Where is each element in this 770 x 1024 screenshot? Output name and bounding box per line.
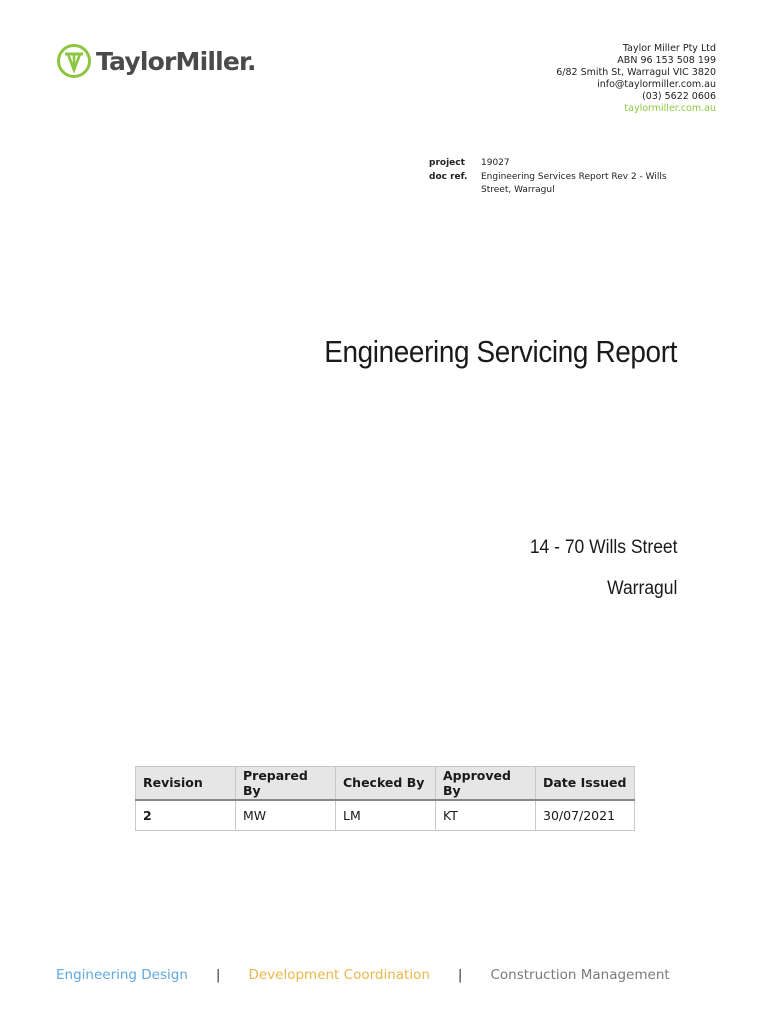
company-details: [556, 43, 716, 115]
footer-separator: |: [215, 967, 221, 983]
header-date-issued: Date Issued: [536, 767, 635, 800]
cell-prepared-by: MW: [236, 800, 336, 831]
header-checked-by: Checked By: [336, 767, 436, 800]
tm-monogram-icon: [56, 43, 92, 79]
revision-table: [135, 766, 635, 831]
logo-wordmark: TaylorMiller.: [96, 46, 256, 76]
company-name: Taylor Miller Pty Ltd: [622, 43, 716, 54]
meta-project-value: 19027: [481, 158, 510, 168]
company-address: 6/82 Smith St, Warragul VIC 3820: [556, 67, 716, 78]
table-row: [136, 800, 635, 831]
report-title: Engineering Servicing Report: [324, 334, 677, 369]
document-meta: [429, 157, 681, 198]
meta-docref-row: [429, 171, 681, 198]
company-phone: (03) 5622 0606: [642, 91, 716, 102]
meta-project-row: [429, 157, 681, 171]
cell-revision: 2: [136, 800, 236, 831]
header-approved-by: Approved By: [436, 767, 536, 800]
company-email[interactable]: info@taylormiller.com.au: [597, 79, 716, 90]
footer-services: [56, 967, 696, 983]
company-logo: [56, 42, 256, 80]
header-prepared-by: Prepared By: [236, 767, 336, 800]
meta-project-label: project: [429, 158, 465, 168]
footer-development-coordination: Development Coordination: [248, 967, 430, 983]
footer-engineering-design: Engineering Design: [56, 967, 188, 983]
footer-separator: |: [457, 967, 463, 983]
cell-approved-by: KT: [436, 800, 536, 831]
cell-checked-by: LM: [336, 800, 436, 831]
header-revision: Revision: [136, 767, 236, 800]
site-address-line1: 14 - 70 Wills Street: [529, 537, 677, 558]
meta-docref-label: doc ref.: [429, 171, 468, 182]
revision-table-header-row: [136, 767, 635, 800]
cell-date-issued: 30/07/2021: [536, 800, 635, 831]
site-address-line2: Warragul: [606, 578, 677, 599]
company-abn: ABN 96 153 508 199: [617, 55, 716, 66]
footer-construction-management: Construction Management: [490, 967, 670, 983]
meta-docref-value: Engineering Services Report Rev 2 - Wills Street, Warragul: [481, 171, 667, 195]
company-website-link[interactable]: taylormiller.com.au: [624, 103, 716, 114]
